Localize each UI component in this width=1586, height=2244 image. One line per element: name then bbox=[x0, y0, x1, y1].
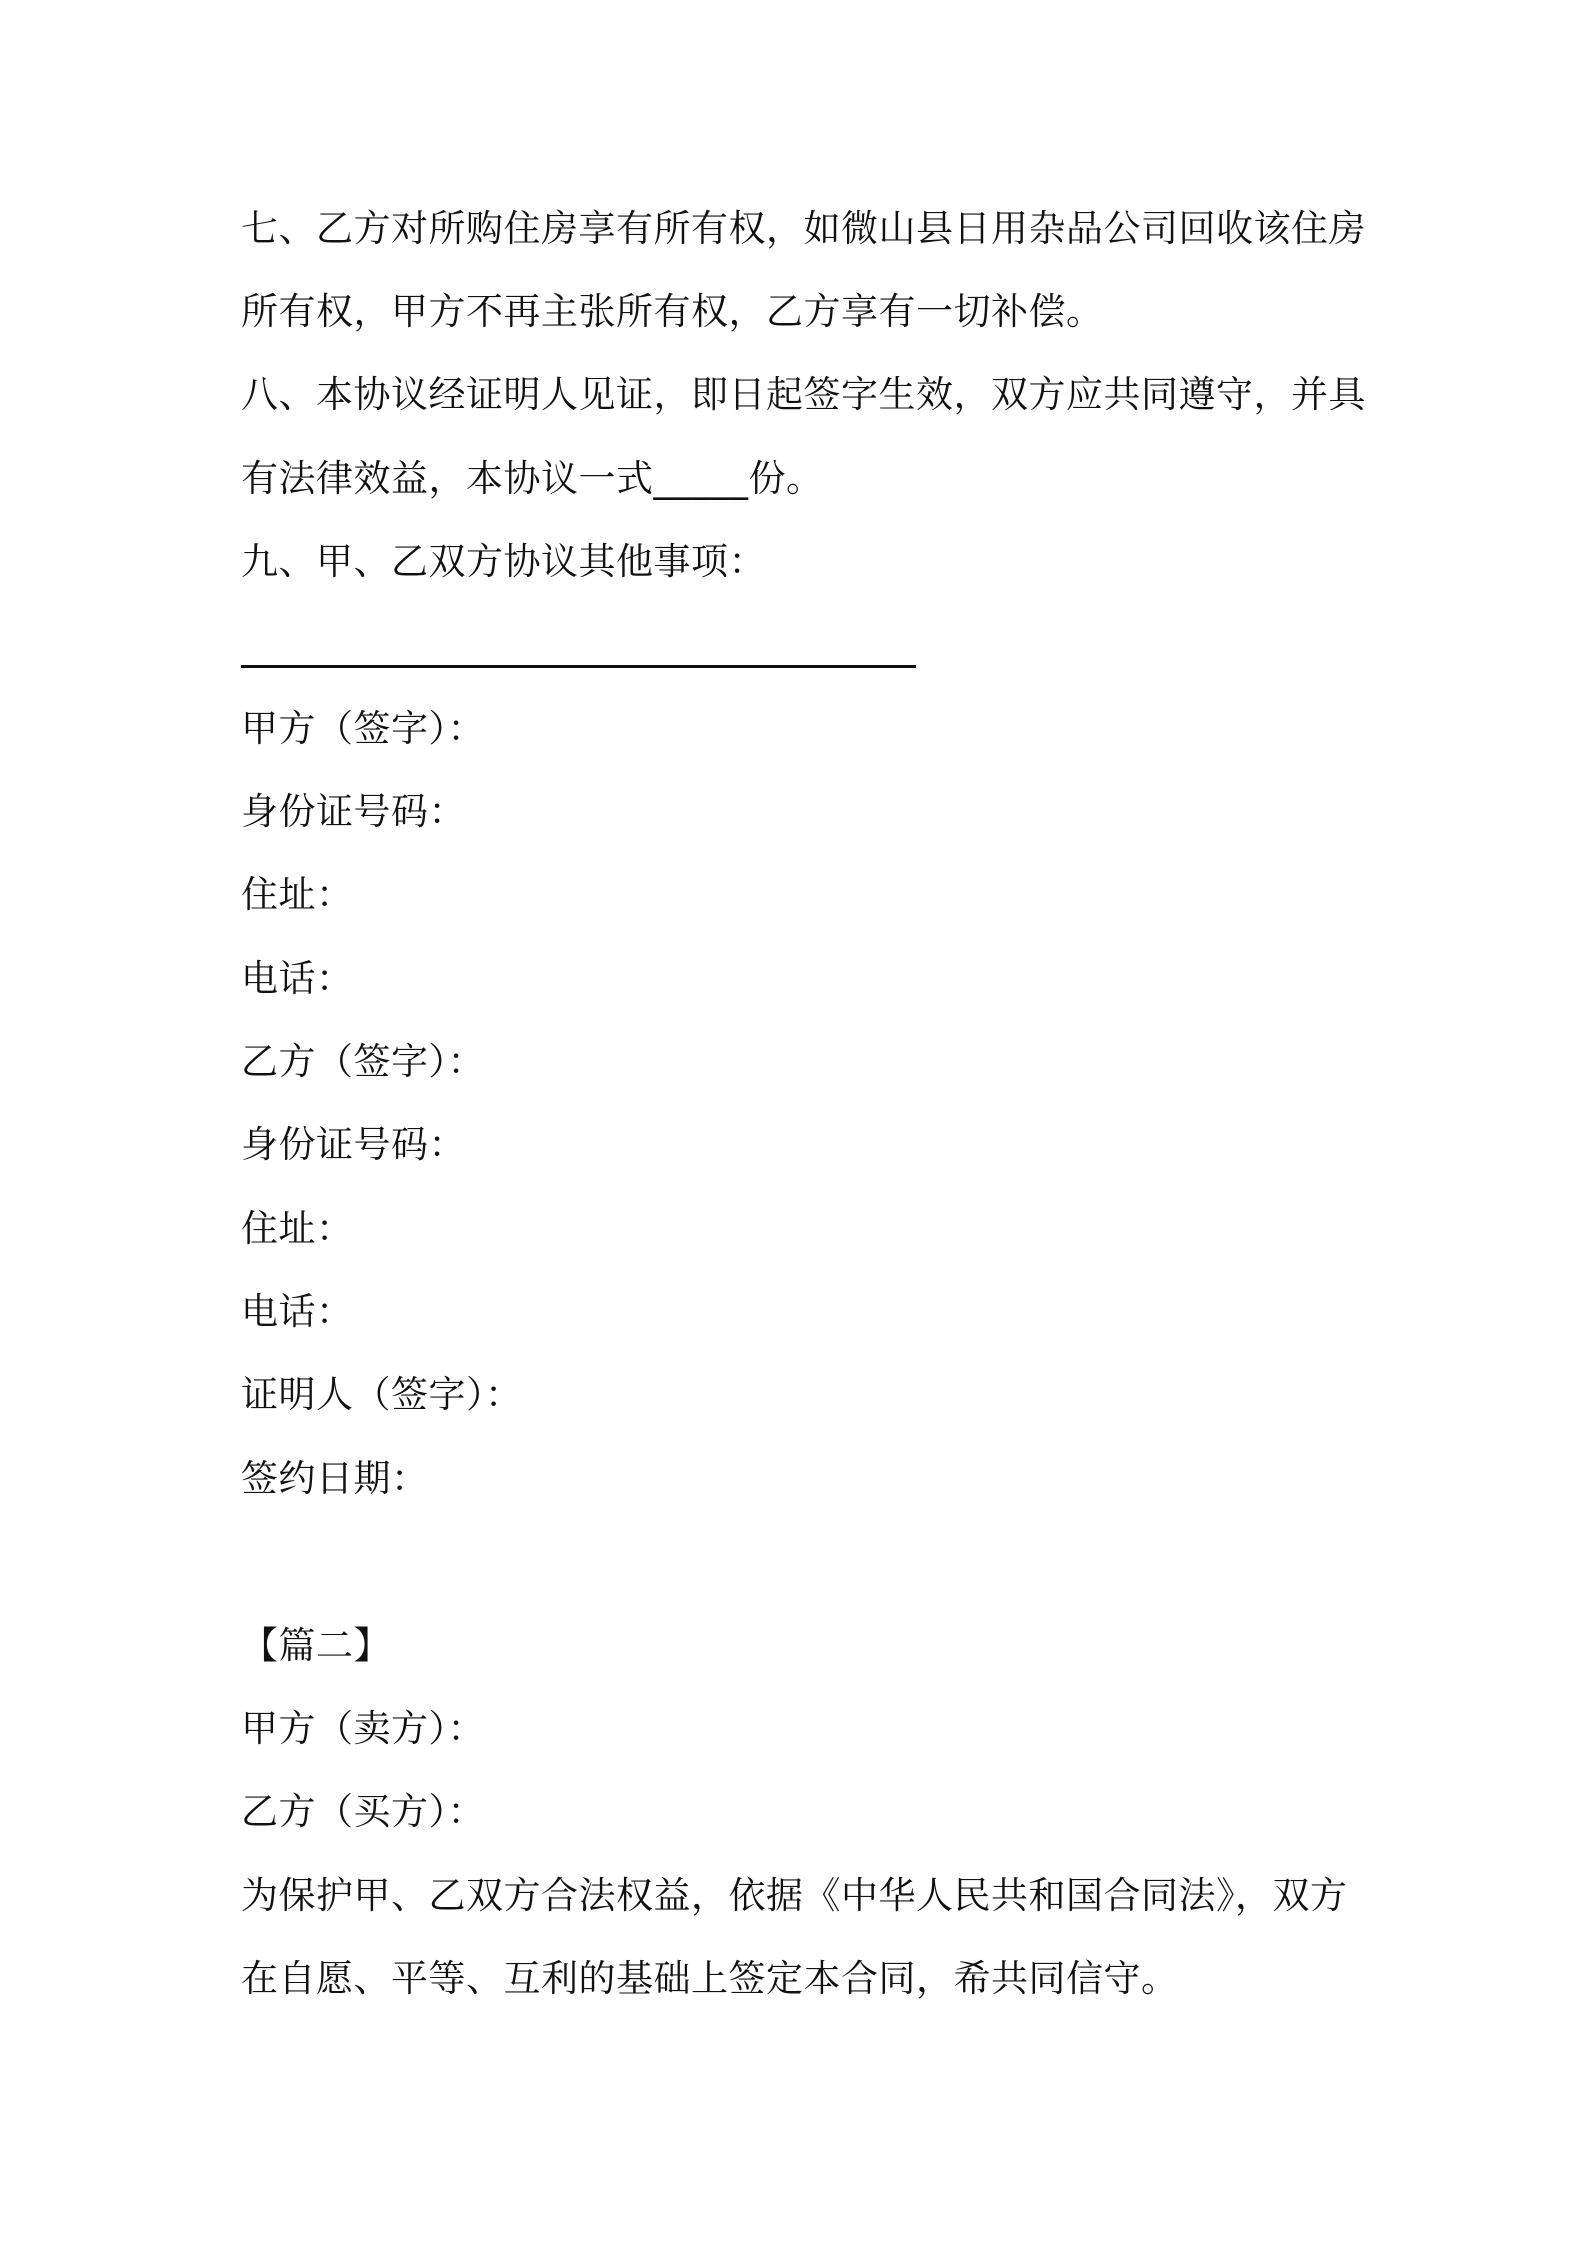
party-b-id-label: 身份证号码： bbox=[241, 1123, 466, 1166]
clause-nine: 九、甲、乙双方协议其他事项： bbox=[241, 540, 766, 583]
sign-date-label: 签约日期： bbox=[241, 1457, 429, 1500]
buyer-label: 乙方（买方）： bbox=[241, 1790, 485, 1833]
clause-eight-line-1: 八、本协议经证明人见证，即日起签字生效，双方应共同遵守，并具 bbox=[241, 373, 1366, 416]
preamble-line-2: 在自愿、平等、互利的基础上签定本合同，希共同信守。 bbox=[241, 1957, 1179, 2000]
witness-signature-label: 证明人（签字）： bbox=[241, 1373, 523, 1416]
seller-label: 甲方（卖方）： bbox=[241, 1707, 485, 1750]
party-a-address-label: 住址： bbox=[241, 873, 354, 916]
clause-seven-line-1: 七、乙方对所购住房享有所有权，如微山县日用杂品公司回收该住房 bbox=[241, 207, 1366, 250]
party-a-signature-label: 甲方（签字）： bbox=[241, 707, 485, 750]
clause-seven-line-2: 所有权，甲方不再主张所有权，乙方享有一切补偿。 bbox=[241, 290, 1104, 333]
party-b-signature-label: 乙方（签字）： bbox=[241, 1040, 485, 1083]
party-a-id-label: 身份证号码： bbox=[241, 790, 466, 833]
party-b-phone-label: 电话： bbox=[241, 1290, 354, 1333]
blank-underline bbox=[241, 665, 916, 668]
preamble-line-1: 为保护甲、乙双方合法权益，依据《中华人民共和国合同法》，双方 bbox=[241, 1874, 1348, 1917]
party-b-address-label: 住址： bbox=[241, 1207, 354, 1250]
party-a-phone-label: 电话： bbox=[241, 957, 354, 1000]
section-two-heading: 【篇二】 bbox=[241, 1624, 391, 1667]
clause-eight-line-2: 有法律效益，本协议一式_____份。 bbox=[241, 457, 824, 500]
